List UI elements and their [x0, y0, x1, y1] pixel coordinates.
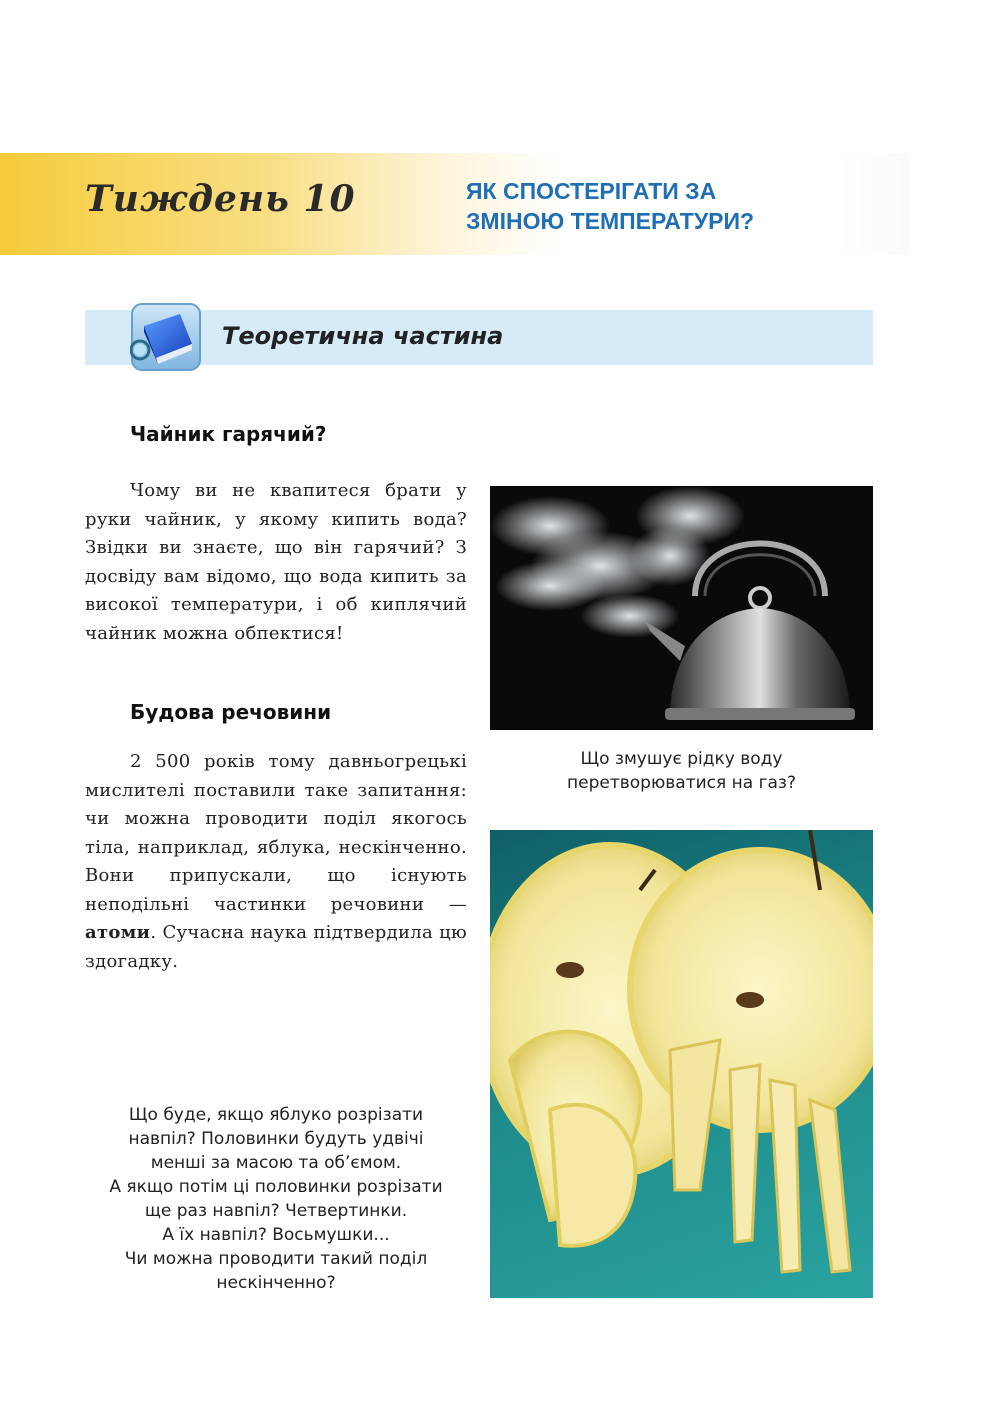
- caption-line: ще раз навпіл? Четвертинки.: [144, 1201, 408, 1221]
- atoms-term: атоми: [85, 922, 151, 943]
- section-title: Теоретична частина: [222, 322, 504, 350]
- caption-line: Що буде, якщо яблуко розрізати: [128, 1105, 424, 1125]
- week-title: Тиждень 10: [85, 178, 356, 220]
- topic-title-line: ЗМІНОЮ ТЕМПЕРАТУРИ?: [466, 208, 755, 234]
- apple-photo: [490, 830, 873, 1298]
- topic-title-line: ЯК СПОСТЕРІГАТИ ЗА: [466, 178, 717, 204]
- topic-title: [466, 176, 886, 236]
- apple-caption: [85, 1103, 467, 1295]
- caption-line: Чи можна проводити такий поділ: [124, 1249, 428, 1269]
- matter-paragraph: [85, 748, 467, 976]
- caption-line: нескінченно?: [216, 1273, 336, 1293]
- caption-line: А якщо потім ці половинки розрізати: [109, 1177, 443, 1197]
- kettle-paragraph: Чому ви не квапитеся брати у руки чайник, у якому кипить вода? Звідки ви знаєте, що він гарячий? З досвіду вам відомо, що вода кипить за високої температури, і об киплячий чайник можна обпектися!: [85, 480, 467, 644]
- caption-line: перетворюватися на газ?: [567, 773, 796, 793]
- matter-paragraph-text: 2 500 років тому давньогрецькі мислителі поставили таке запитання: чи можна проводити поділ якогось тіла, наприклад, яблука, нескінченно. Вони припускали, що існують неподільні частинки речовини —: [85, 751, 467, 915]
- caption-line: Що змушує рідку воду: [580, 749, 783, 769]
- kettle-heading: Чайник гарячий?: [130, 422, 327, 446]
- matter-paragraph-text: . Сучасна наука підтвердила цю здогадку.: [85, 922, 467, 972]
- kettle-caption: [490, 747, 873, 795]
- caption-line: А їх навпіл? Восьмушки...: [162, 1225, 390, 1245]
- book-icon: [130, 302, 202, 372]
- caption-line: менші за масою та об’ємом.: [150, 1153, 402, 1173]
- kettle-photo: [490, 486, 873, 730]
- caption-line: навпіл? Половинки будуть удвічі: [128, 1129, 424, 1149]
- matter-heading: Будова речовини: [130, 700, 332, 724]
